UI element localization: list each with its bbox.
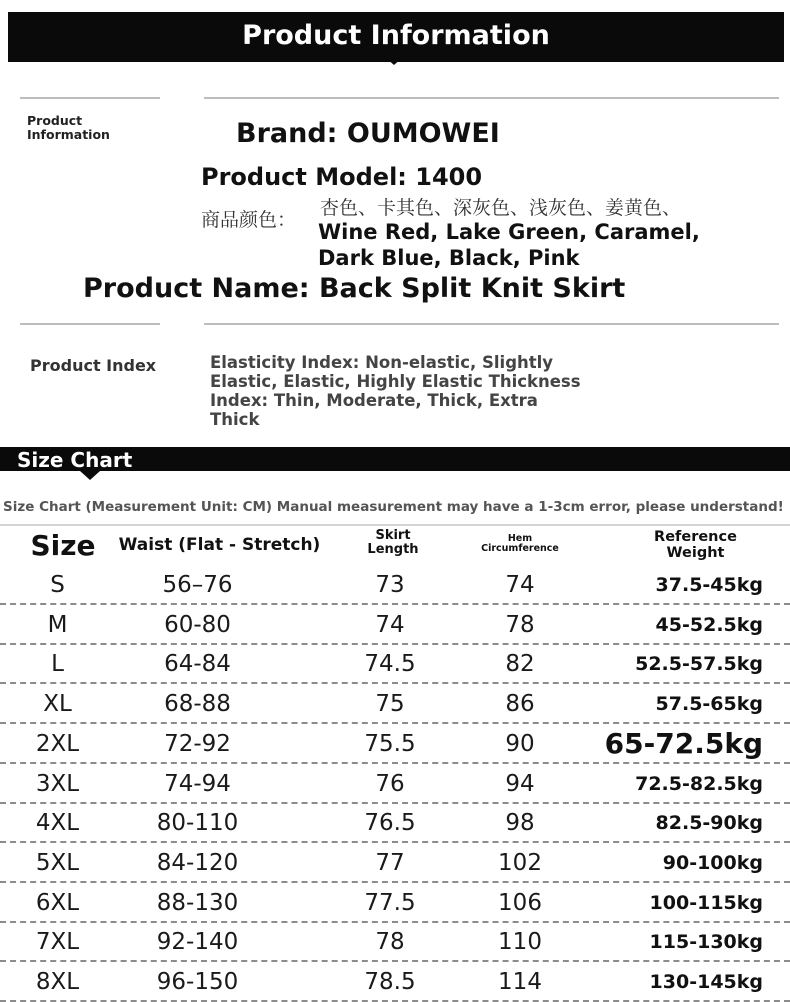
reference-weight-cell: 115-130kg bbox=[649, 931, 763, 954]
waist-cell: 92-140 bbox=[156, 929, 239, 956]
table-row bbox=[0, 565, 790, 605]
product-model-text: Product Model: 1400 bbox=[201, 163, 483, 191]
colors-chinese: 杏色、卡其色、深灰色、浅灰色、姜黄色、 bbox=[320, 197, 682, 219]
skirt-length-cell: 74 bbox=[375, 611, 405, 638]
divider bbox=[20, 323, 160, 325]
header-skirt-length: Skirt Length bbox=[367, 528, 419, 558]
table-top-border bbox=[0, 524, 790, 526]
size-cell: M bbox=[47, 611, 68, 638]
page-title: Product Information bbox=[242, 20, 550, 51]
colors-english-line-2: Dark Blue, Black, Pink bbox=[318, 246, 580, 270]
product-name-text: Product Name: Back Split Knit Skirt bbox=[83, 273, 626, 304]
banner-pointer bbox=[377, 50, 411, 65]
table-row bbox=[0, 803, 790, 843]
color-label: 商品颜色： bbox=[201, 209, 297, 231]
table-row bbox=[0, 922, 790, 962]
header-waist: Waist (Flat - Stretch) bbox=[118, 535, 321, 555]
skirt-length-cell: 75.5 bbox=[364, 730, 416, 757]
table-row bbox=[0, 843, 790, 883]
size-chart-note: Size Chart (Measurement Unit: CM) Manual measurement may have a 1-3cm error, please understand! bbox=[3, 499, 784, 515]
table-row bbox=[0, 684, 790, 724]
table-row bbox=[0, 883, 790, 923]
skirt-length-cell: 74.5 bbox=[364, 651, 416, 678]
size-cell: S bbox=[50, 572, 65, 598]
table-row bbox=[0, 644, 790, 684]
hem-cell: 102 bbox=[498, 849, 542, 876]
waist-cell: 64-84 bbox=[164, 651, 231, 678]
hem-cell: 98 bbox=[505, 810, 535, 837]
header-size: Size bbox=[30, 529, 96, 562]
hem-cell: 82 bbox=[505, 651, 535, 678]
table-row bbox=[0, 962, 790, 1002]
waist-cell: 96-150 bbox=[156, 969, 239, 995]
skirt-length-cell: 75 bbox=[375, 691, 405, 718]
size-chart-title: Size Chart bbox=[17, 448, 133, 472]
header-reference-weight: Reference Weight bbox=[654, 529, 737, 561]
size-cell: L bbox=[51, 651, 64, 678]
skirt-length-cell: 78 bbox=[375, 929, 405, 956]
reference-weight-cell: 130-145kg bbox=[649, 971, 763, 993]
hem-cell: 86 bbox=[505, 691, 535, 718]
skirt-length-cell: 73 bbox=[375, 572, 405, 598]
hem-cell: 78 bbox=[505, 611, 535, 638]
waist-cell: 74-94 bbox=[164, 770, 231, 797]
size-chart-banner bbox=[0, 447, 790, 471]
reference-weight-cell: 52.5-57.5kg bbox=[635, 653, 763, 676]
hem-cell: 114 bbox=[498, 969, 542, 995]
skirt-length-cell: 76 bbox=[375, 770, 405, 797]
divider bbox=[20, 97, 160, 99]
size-cell: 8XL bbox=[35, 969, 80, 995]
size-cell: 7XL bbox=[35, 929, 80, 956]
header-hem-circumference: Hem Circumference bbox=[481, 533, 559, 555]
reference-weight-cell: 82.5-90kg bbox=[655, 812, 763, 835]
waist-cell: 68-88 bbox=[164, 691, 231, 718]
size-cell: 2XL bbox=[35, 730, 80, 757]
index-section-label: Product Index bbox=[30, 356, 157, 375]
product-index-text: Elasticity Index: Non-elastic, Slightly Elastic, Elastic, Highly Elastic Thickness Index: Thin, Moderate, Thick, Extra Thick bbox=[210, 353, 581, 429]
divider bbox=[204, 97, 779, 99]
info-section-label: Product Information bbox=[27, 113, 110, 142]
skirt-length-cell: 77 bbox=[375, 849, 405, 876]
size-cell: 3XL bbox=[35, 770, 80, 797]
skirt-length-cell: 78.5 bbox=[364, 969, 416, 995]
size-chart-pointer bbox=[80, 471, 100, 480]
brand-text: Brand: OUMOWEI bbox=[236, 118, 500, 149]
hem-cell: 94 bbox=[505, 770, 535, 797]
table-row bbox=[0, 605, 790, 645]
reference-weight-cell: 57.5-65kg bbox=[655, 693, 763, 716]
skirt-length-cell: 76.5 bbox=[364, 810, 416, 837]
table-row bbox=[0, 724, 790, 764]
colors-english-line-1: Wine Red, Lake Green, Caramel, bbox=[318, 220, 700, 244]
waist-cell: 88-130 bbox=[156, 889, 239, 916]
size-cell: 6XL bbox=[35, 889, 80, 916]
waist-cell: 72-92 bbox=[164, 730, 231, 757]
table-row bbox=[0, 764, 790, 804]
waist-cell: 56–76 bbox=[162, 572, 233, 598]
reference-weight-cell: 37.5-45kg bbox=[655, 574, 763, 596]
size-cell: 5XL bbox=[35, 849, 80, 876]
hem-cell: 106 bbox=[498, 889, 542, 916]
reference-weight-cell: 45-52.5kg bbox=[655, 613, 763, 636]
waist-cell: 84-120 bbox=[156, 849, 239, 876]
hem-cell: 110 bbox=[498, 929, 542, 956]
skirt-length-cell: 77.5 bbox=[364, 889, 416, 916]
size-cell: XL bbox=[43, 691, 72, 718]
hem-cell: 74 bbox=[505, 572, 535, 598]
divider bbox=[204, 323, 779, 325]
reference-weight-cell: 65-72.5kg bbox=[604, 726, 763, 760]
hem-cell: 90 bbox=[505, 730, 535, 757]
reference-weight-cell: 72.5-82.5kg bbox=[635, 772, 763, 795]
size-cell: 4XL bbox=[35, 810, 80, 837]
waist-cell: 80-110 bbox=[156, 810, 239, 837]
waist-cell: 60-80 bbox=[164, 611, 231, 638]
reference-weight-cell: 100-115kg bbox=[649, 891, 763, 914]
reference-weight-cell: 90-100kg bbox=[662, 851, 763, 874]
